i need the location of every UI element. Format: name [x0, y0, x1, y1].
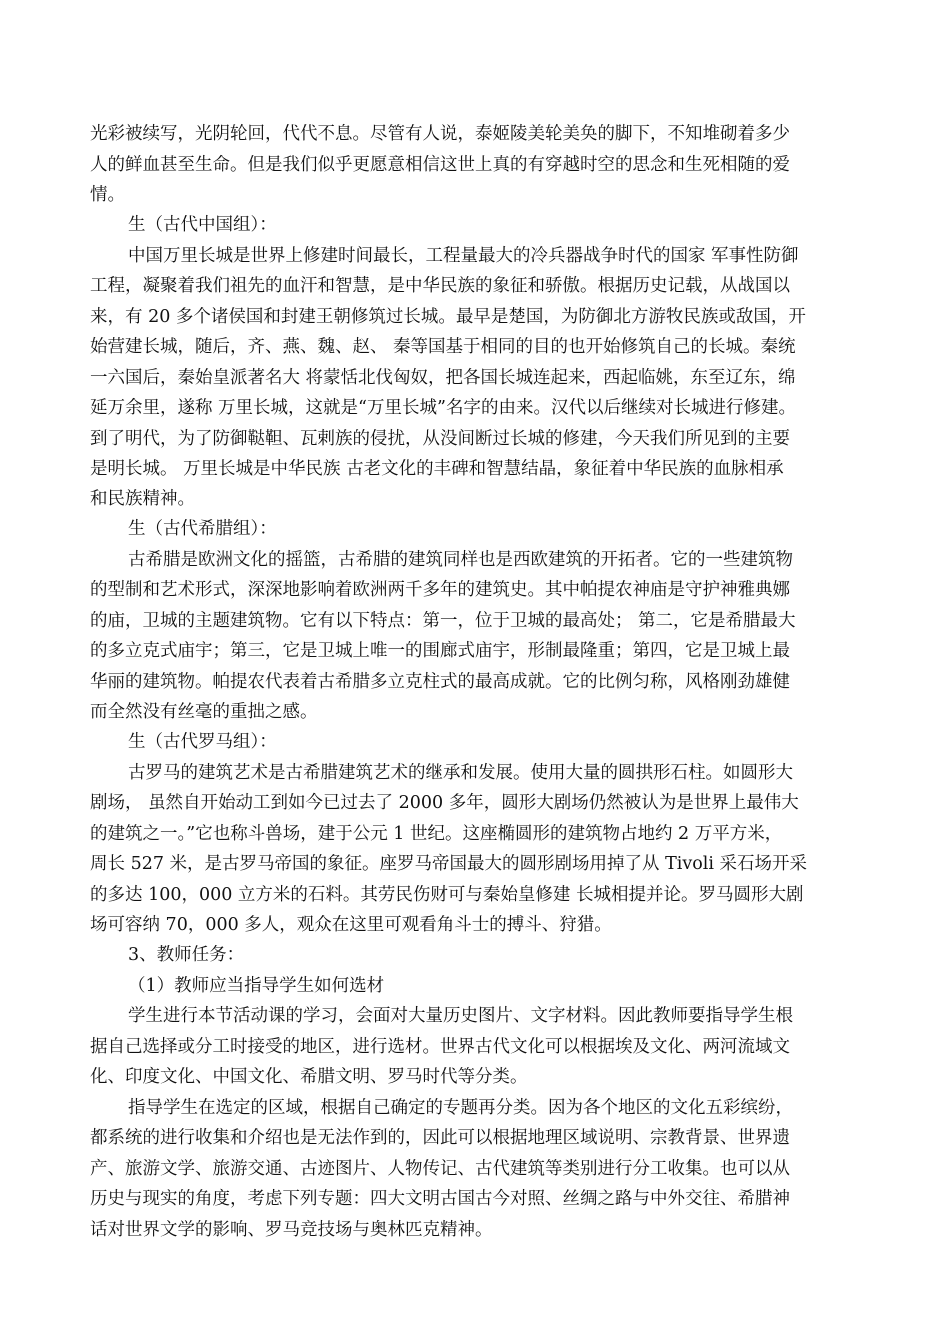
text-line: 始营建长城，随后，齐、燕、魏、赵、 秦等国基于相同的目的也开始修筑自己的长城。秦统 [90, 337, 796, 357]
text-line: 场可容纳 70，000 多人，观众在这里可观看角斗士的搏斗、狩猎。 [90, 915, 612, 935]
section-heading-greece: 生（古代希腊组）： [128, 519, 277, 539]
text-line: 来，有 20 多个诸侯国和封建王朝修筑过长城。最早是楚国，为防御北方游牧民族或敌国，开 [90, 307, 806, 327]
text-line: 产、旅游文学、旅游交通、古迹图片、人物传记、古代建筑等类别进行分工收集。也可以从 [90, 1159, 790, 1179]
text-line: 华丽的建筑物。帕提农代表着古希腊多立克柱式的最高成就。它的比例匀称，风格刚劲雄健 [90, 672, 790, 692]
text-line: 话对世界文学的影响、罗马竞技场与奥林匹克精神。 [90, 1220, 493, 1240]
paragraph-first-line: 指导学生在选定的区域，根据自己确定的专题再分类。因为各个地区的文化五彩缤纷， [128, 1098, 793, 1118]
text-line: 的建筑之一。”它也称斗兽场，建于公元 1 世纪。这座椭圆形的建筑物占地约 2 万平方米， [90, 824, 783, 844]
text-line: 据自己选择或分工时接受的地区，进行选材。世界古代文化可以根据埃及文化、两河流域文 [90, 1037, 790, 1057]
subsection-heading: （1）教师应当指导学生如何选材 [128, 976, 385, 996]
text-line: 历史与现实的角度，考虑下列专题：四大文明古国古今对照、丝绸之路与中外交往、希腊神 [90, 1189, 790, 1209]
text-line: 人的鲜血甚至生命。但是我们似乎更愿意相信这世上真的有穿越时空的思念和生死相随的爱 [90, 155, 790, 175]
text-line: 情。 [90, 185, 125, 205]
text-line: 周长 527 米，是古罗马帝国的象征。座罗马帝国最大的圆形剧场用掉了从 Tivoli 采石场开采 [90, 854, 808, 874]
text-line: 延万余里，遂称 万里长城，这就是“万里长城”名字的由来。汉代以后继续对长城进行修建。 [90, 398, 796, 418]
text-line: 的庙，卫城的主题建筑物。它有以下特点：第一，位于卫城的最高处； 第二，它是希腊最大 [90, 611, 796, 631]
paragraph-first-line: 中国万里长城是世界上修建时间最长，工程量最大的冷兵器战争时代的国家 军事性防御 [128, 246, 799, 266]
paragraph-first-line: 学生进行本节活动课的学习，会面对大量历史图片、文字材料。因此教师要指导学生根 [128, 1006, 793, 1026]
text-line: 是明长城。 万里长城是中华民族 古老文化的丰碑和智慧结晶，象征着中华民族的血脉相承 [90, 459, 784, 479]
text-line: 和民族精神。 [90, 489, 195, 509]
text-line: 的型制和艺术形式，深深地影响着欧洲两千多年的建筑史。其中帕提农神庙是守护神雅典娜 [90, 580, 790, 600]
text-line: 的多立克式庙宇；第三，它是卫城上唯一的围廊式庙宇，形制最隆重；第四，它是卫城上最 [90, 641, 790, 661]
text-line: 到了明代，为了防御鞑靼、瓦剌族的侵扰，从没间断过长城的修建，今天我们所见到的主要 [90, 429, 790, 449]
section-heading-china: 生（古代中国组）： [128, 215, 277, 235]
paragraph-first-line: 古希腊是欧洲文化的摇篮，古希腊的建筑同样也是西欧建筑的开拓者。它的一些建筑物 [128, 550, 793, 570]
text-line: 的多达 100，000 立方米的石料。其劳民伤财可与秦始皇修建 长城相提并论。罗马圆形大剧 [90, 885, 804, 905]
text-line: 都系统的进行收集和介绍也是无法作到的，因此可以根据地理区域说明、宗教背景、世界遗 [90, 1128, 790, 1148]
text-line: 光彩被续写，光阴轮回，代代不息。尽管有人说，泰姬陵美轮美奂的脚下，不知堆砌着多少 [90, 124, 790, 144]
section-heading-rome: 生（古代罗马组）： [128, 732, 277, 752]
text-line: 化、印度文化、中国文化、希腊文明、罗马时代等分类。 [90, 1067, 528, 1087]
text-line: 一六国后，秦始皇派著名大 将蒙恬北伐匈奴，把各国长城连起来，西起临姚，东至辽东，绵 [90, 368, 796, 388]
text-line: 工程，凝聚着我们祖先的血汗和智慧，是中华民族的象征和骄傲。根据历史记载，从战国以 [90, 276, 790, 296]
text-line: 剧场， 虽然自开始动工到如今已过去了 2000 多年，圆形大剧场仍然被认为是世界上最伟大 [90, 793, 799, 813]
paragraph-first-line: 古罗马的建筑艺术是古希腊建筑艺术的继承和发展。使用大量的圆拱形石柱。如圆形大 [128, 763, 793, 783]
text-line: 而全然没有丝毫的重拙之感。 [90, 702, 318, 722]
section-heading-teacher-tasks: 3、教师任务： [128, 945, 245, 965]
